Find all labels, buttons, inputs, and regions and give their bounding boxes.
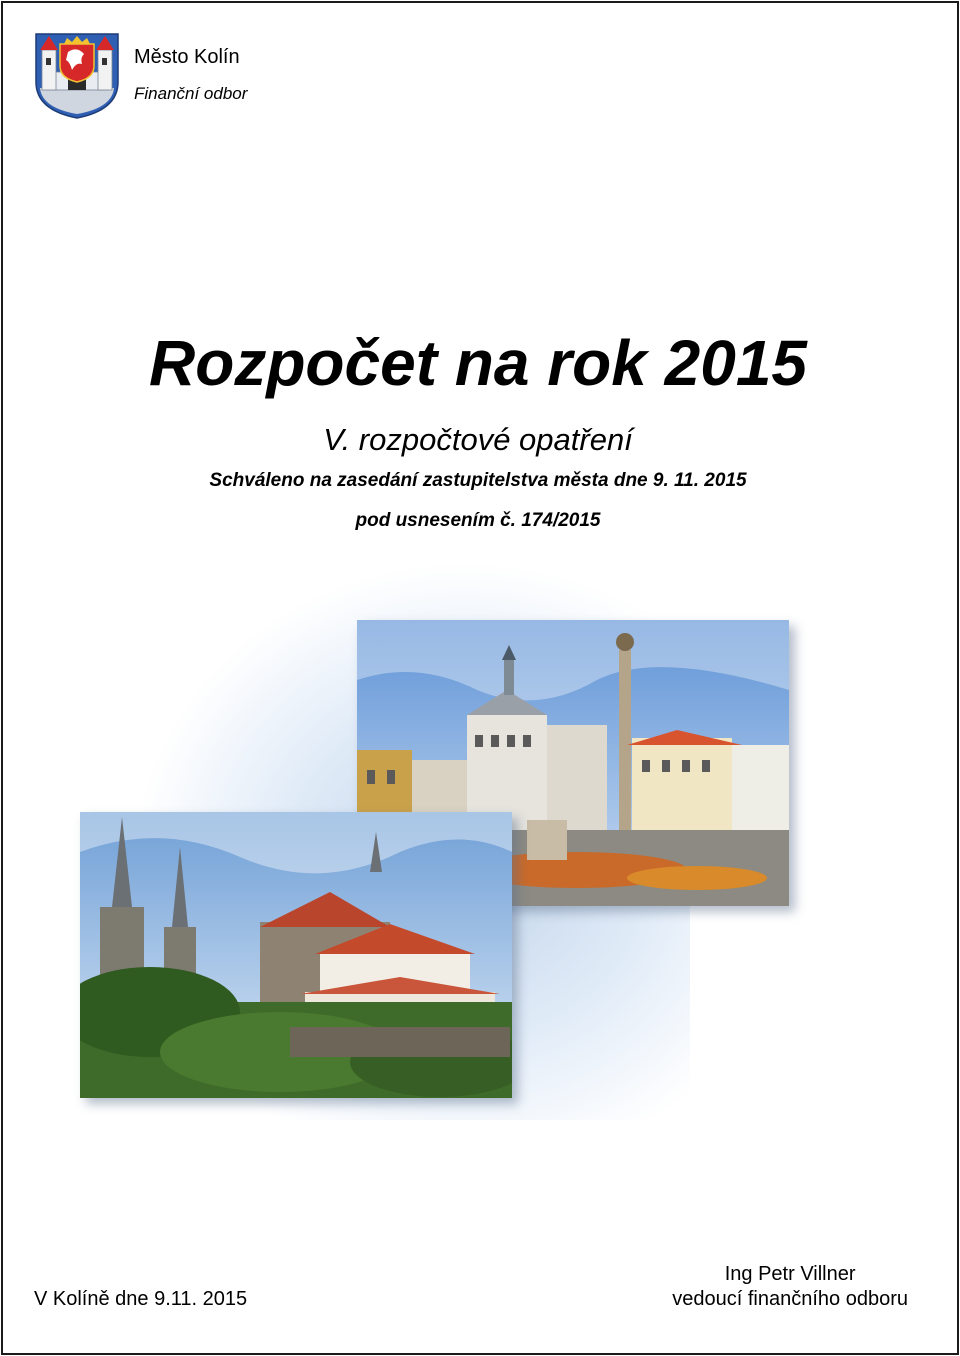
approval-note: Schváleno na zasedání zastupitelstva města dne 9. 11. 2015 [209, 470, 747, 491]
signatory-name: Ing Petr Villner [724, 1263, 856, 1285]
place-and-date: V Kolíně dne 9.11. 2015 [34, 1288, 248, 1310]
signatory-role: vedoucí finančního odboru [672, 1288, 908, 1310]
cathedral-photo [80, 812, 512, 1098]
signatory-block [672, 1262, 908, 1312]
kolin-coat-of-arms-icon [34, 32, 120, 120]
resolution-note: pod usnesením č. 174/2015 [355, 510, 601, 531]
document-subtitle: V. rozpočtové opatření [323, 422, 633, 457]
org-name: Město Kolín [134, 46, 240, 68]
org-department: Finanční odbor [134, 84, 248, 103]
document-title: Rozpočet na rok 2015 [149, 327, 807, 399]
